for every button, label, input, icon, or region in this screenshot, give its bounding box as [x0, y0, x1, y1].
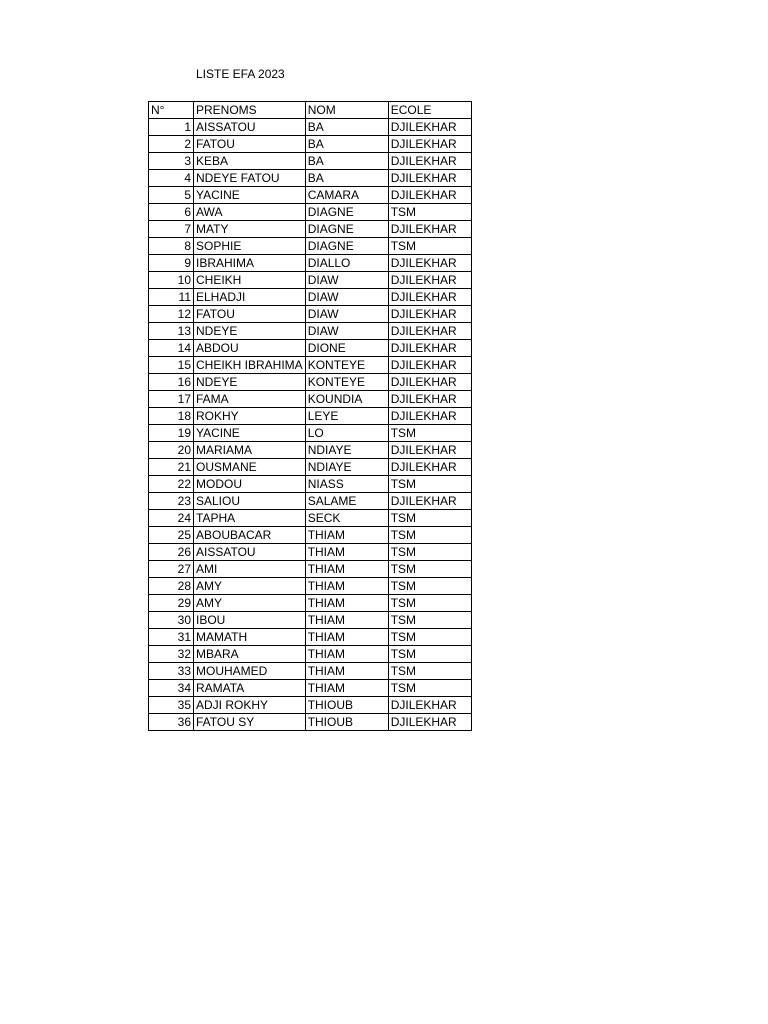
cell-prenoms: ROKHY — [194, 408, 306, 425]
cell-ecole: DJILEKHAR — [388, 714, 471, 731]
cell-nom: BA — [305, 170, 388, 187]
cell-ecole: TSM — [388, 612, 471, 629]
cell-nom: THIAM — [305, 612, 388, 629]
cell-ecole: DJILEKHAR — [388, 136, 471, 153]
table-row — [149, 527, 472, 544]
cell-ecole: TSM — [388, 238, 471, 255]
table-row — [149, 680, 472, 697]
cell-ecole: DJILEKHAR — [388, 442, 471, 459]
cell-num: 30 — [149, 612, 194, 629]
table-row — [149, 221, 472, 238]
table-row — [149, 544, 472, 561]
cell-ecole: DJILEKHAR — [388, 187, 471, 204]
cell-nom: KONTEYE — [305, 357, 388, 374]
cell-num: 1 — [149, 119, 194, 136]
cell-nom: DIAW — [305, 306, 388, 323]
student-list-table — [148, 101, 472, 731]
cell-nom: DIAGNE — [305, 221, 388, 238]
cell-nom: NIASS — [305, 476, 388, 493]
cell-prenoms: FATOU — [194, 136, 306, 153]
cell-ecole: TSM — [388, 204, 471, 221]
table-row — [149, 408, 472, 425]
cell-nom: THIOUB — [305, 714, 388, 731]
cell-prenoms: AISSATOU — [194, 119, 306, 136]
cell-nom: DIAGNE — [305, 204, 388, 221]
table-row — [149, 476, 472, 493]
cell-num: 8 — [149, 238, 194, 255]
cell-nom: CAMARA — [305, 187, 388, 204]
cell-nom: THIAM — [305, 544, 388, 561]
cell-ecole: TSM — [388, 476, 471, 493]
cell-num: 14 — [149, 340, 194, 357]
cell-ecole: DJILEKHAR — [388, 357, 471, 374]
table-row — [149, 374, 472, 391]
table-row — [149, 510, 472, 527]
cell-prenoms: FAMA — [194, 391, 306, 408]
table-row — [149, 119, 472, 136]
cell-prenoms: AMI — [194, 561, 306, 578]
cell-num: 19 — [149, 425, 194, 442]
table-row — [149, 323, 472, 340]
table-row — [149, 238, 472, 255]
cell-nom: DIAW — [305, 272, 388, 289]
cell-nom: LEYE — [305, 408, 388, 425]
cell-num: 36 — [149, 714, 194, 731]
cell-ecole: DJILEKHAR — [388, 323, 471, 340]
cell-prenoms: MARIAMA — [194, 442, 306, 459]
cell-nom: KONTEYE — [305, 374, 388, 391]
table-row — [149, 340, 472, 357]
table-row — [149, 442, 472, 459]
cell-num: 6 — [149, 204, 194, 221]
table-row — [149, 255, 472, 272]
cell-prenoms: ABDOU — [194, 340, 306, 357]
cell-ecole: DJILEKHAR — [388, 459, 471, 476]
cell-prenoms: CHEIKH — [194, 272, 306, 289]
cell-ecole: TSM — [388, 527, 471, 544]
table-row — [149, 391, 472, 408]
cell-num: 29 — [149, 595, 194, 612]
cell-prenoms: NDEYE — [194, 374, 306, 391]
cell-nom: DIAW — [305, 323, 388, 340]
cell-num: 26 — [149, 544, 194, 561]
table-row — [149, 272, 472, 289]
cell-num: 31 — [149, 629, 194, 646]
cell-nom: BA — [305, 153, 388, 170]
cell-num: 17 — [149, 391, 194, 408]
cell-ecole: DJILEKHAR — [388, 119, 471, 136]
cell-nom: DIONE — [305, 340, 388, 357]
cell-prenoms: MODOU — [194, 476, 306, 493]
cell-num: 10 — [149, 272, 194, 289]
cell-nom: DIAGNE — [305, 238, 388, 255]
cell-prenoms: ABOUBACAR — [194, 527, 306, 544]
cell-num: 18 — [149, 408, 194, 425]
column-header-nom: NOM — [305, 102, 388, 119]
table-row — [149, 204, 472, 221]
table-row — [149, 578, 472, 595]
cell-prenoms: AISSATOU — [194, 544, 306, 561]
cell-ecole: TSM — [388, 544, 471, 561]
cell-num: 33 — [149, 663, 194, 680]
column-header-num: N° — [149, 102, 194, 119]
cell-prenoms: AMY — [194, 578, 306, 595]
cell-prenoms: YACINE — [194, 187, 306, 204]
cell-nom: THIAM — [305, 527, 388, 544]
cell-ecole: DJILEKHAR — [388, 374, 471, 391]
cell-ecole: DJILEKHAR — [388, 255, 471, 272]
cell-num: 32 — [149, 646, 194, 663]
cell-nom: DIAW — [305, 289, 388, 306]
cell-num: 16 — [149, 374, 194, 391]
cell-ecole: TSM — [388, 646, 471, 663]
document-title: LISTE EFA 2023 — [196, 67, 285, 81]
cell-nom: THIAM — [305, 663, 388, 680]
cell-ecole: DJILEKHAR — [388, 697, 471, 714]
cell-prenoms: ADJI ROKHY — [194, 697, 306, 714]
cell-ecole: DJILEKHAR — [388, 289, 471, 306]
cell-prenoms: MAMATH — [194, 629, 306, 646]
cell-num: 4 — [149, 170, 194, 187]
cell-num: 20 — [149, 442, 194, 459]
table-row — [149, 425, 472, 442]
cell-num: 22 — [149, 476, 194, 493]
cell-nom: BA — [305, 136, 388, 153]
column-header-ecole: ECOLE — [388, 102, 471, 119]
table-row — [149, 493, 472, 510]
cell-num: 27 — [149, 561, 194, 578]
cell-prenoms: NDEYE FATOU — [194, 170, 306, 187]
table-row — [149, 561, 472, 578]
cell-nom: SALAME — [305, 493, 388, 510]
cell-ecole: TSM — [388, 663, 471, 680]
cell-num: 5 — [149, 187, 194, 204]
cell-prenoms: FATOU — [194, 306, 306, 323]
table-row — [149, 714, 472, 731]
cell-prenoms: IBOU — [194, 612, 306, 629]
table-row — [149, 357, 472, 374]
cell-ecole: DJILEKHAR — [388, 306, 471, 323]
table-row — [149, 459, 472, 476]
cell-ecole: TSM — [388, 595, 471, 612]
cell-num: 2 — [149, 136, 194, 153]
cell-nom: THIAM — [305, 578, 388, 595]
cell-prenoms: KEBA — [194, 153, 306, 170]
cell-num: 15 — [149, 357, 194, 374]
cell-nom: THIAM — [305, 561, 388, 578]
cell-ecole: DJILEKHAR — [388, 170, 471, 187]
cell-num: 12 — [149, 306, 194, 323]
table-row — [149, 170, 472, 187]
cell-num: 9 — [149, 255, 194, 272]
cell-nom: NDIAYE — [305, 459, 388, 476]
cell-prenoms: ELHADJI — [194, 289, 306, 306]
table-row — [149, 153, 472, 170]
cell-prenoms: CHEIKH IBRAHIMA — [194, 357, 306, 374]
cell-ecole: DJILEKHAR — [388, 408, 471, 425]
cell-num: 24 — [149, 510, 194, 527]
cell-nom: THIAM — [305, 680, 388, 697]
cell-ecole: DJILEKHAR — [388, 340, 471, 357]
cell-nom: NDIAYE — [305, 442, 388, 459]
cell-prenoms: FATOU SY — [194, 714, 306, 731]
cell-prenoms: AMY — [194, 595, 306, 612]
table-row — [149, 136, 472, 153]
cell-prenoms: AWA — [194, 204, 306, 221]
cell-ecole: TSM — [388, 578, 471, 595]
cell-num: 28 — [149, 578, 194, 595]
cell-ecole: TSM — [388, 561, 471, 578]
cell-prenoms: MBARA — [194, 646, 306, 663]
table-row — [149, 187, 472, 204]
cell-prenoms: OUSMANE — [194, 459, 306, 476]
table-row — [149, 646, 472, 663]
cell-ecole: TSM — [388, 680, 471, 697]
cell-nom: LO — [305, 425, 388, 442]
cell-num: 23 — [149, 493, 194, 510]
table-header-row — [149, 102, 472, 119]
cell-num: 7 — [149, 221, 194, 238]
table-row — [149, 629, 472, 646]
cell-ecole: TSM — [388, 510, 471, 527]
cell-nom: THIOUB — [305, 697, 388, 714]
table-row — [149, 306, 472, 323]
table-row — [149, 289, 472, 306]
table-row — [149, 595, 472, 612]
cell-nom: DIALLO — [305, 255, 388, 272]
cell-num: 21 — [149, 459, 194, 476]
table-row — [149, 697, 472, 714]
cell-nom: THIAM — [305, 646, 388, 663]
table-row — [149, 663, 472, 680]
cell-prenoms: MOUHAMED — [194, 663, 306, 680]
cell-ecole: DJILEKHAR — [388, 272, 471, 289]
table-body — [149, 119, 472, 731]
cell-ecole: TSM — [388, 629, 471, 646]
cell-ecole: DJILEKHAR — [388, 493, 471, 510]
cell-ecole: DJILEKHAR — [388, 391, 471, 408]
cell-prenoms: SALIOU — [194, 493, 306, 510]
cell-ecole: DJILEKHAR — [388, 153, 471, 170]
cell-prenoms: NDEYE — [194, 323, 306, 340]
cell-prenoms: MATY — [194, 221, 306, 238]
cell-num: 25 — [149, 527, 194, 544]
cell-ecole: TSM — [388, 425, 471, 442]
table-row — [149, 612, 472, 629]
cell-prenoms: TAPHA — [194, 510, 306, 527]
cell-nom: BA — [305, 119, 388, 136]
cell-num: 34 — [149, 680, 194, 697]
cell-nom: KOUNDIA — [305, 391, 388, 408]
cell-nom: THIAM — [305, 595, 388, 612]
cell-num: 13 — [149, 323, 194, 340]
column-header-prenoms: PRENOMS — [194, 102, 306, 119]
cell-num: 35 — [149, 697, 194, 714]
cell-num: 11 — [149, 289, 194, 306]
cell-nom: THIAM — [305, 629, 388, 646]
cell-prenoms: RAMATA — [194, 680, 306, 697]
cell-prenoms: IBRAHIMA — [194, 255, 306, 272]
cell-ecole: DJILEKHAR — [388, 221, 471, 238]
cell-prenoms: YACINE — [194, 425, 306, 442]
cell-num: 3 — [149, 153, 194, 170]
cell-prenoms: SOPHIE — [194, 238, 306, 255]
cell-nom: SECK — [305, 510, 388, 527]
